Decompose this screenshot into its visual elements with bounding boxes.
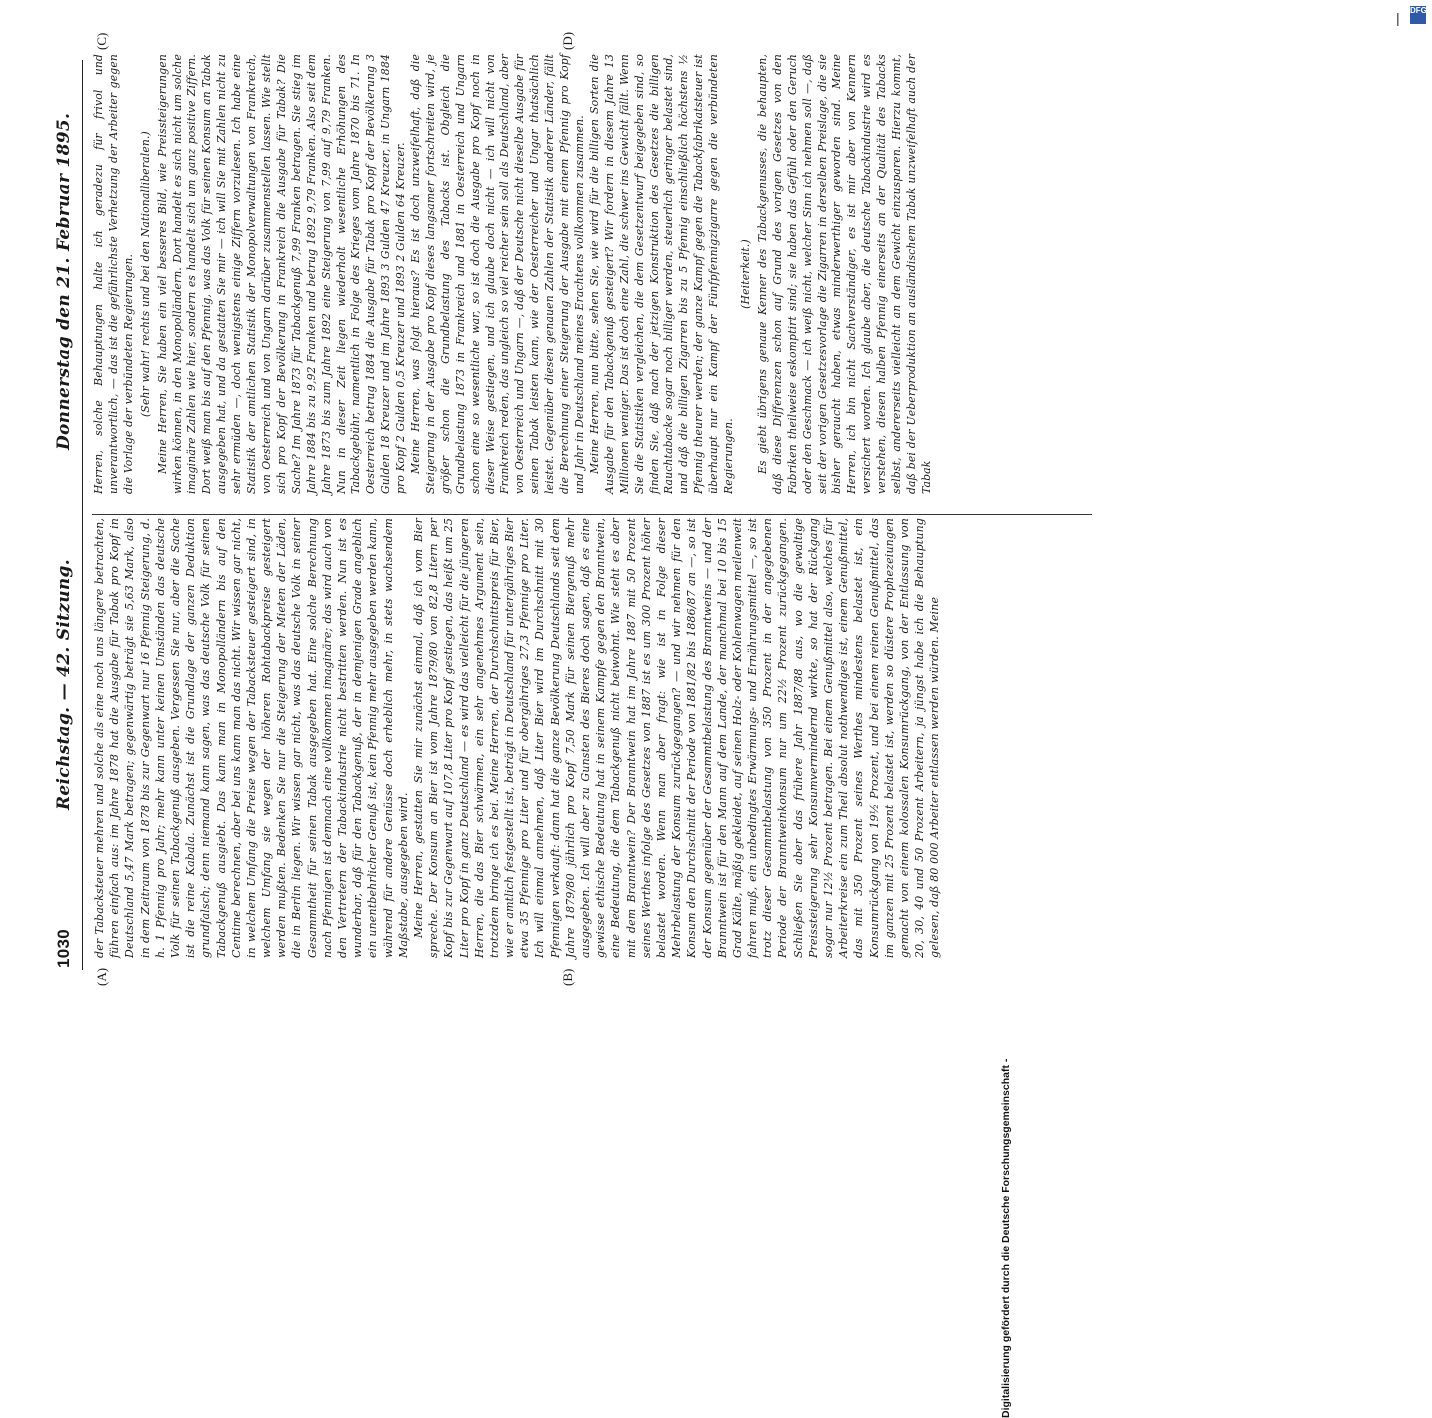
paragraph: Meine Herren, Sie haben ein viel besseres Bild, wie Preissteigerungen wirken können, in den Monopolländern. Dort handelt es sich nicht um solche imaginäre Zahlen wie hier, sondern es handelt sich um ganz positive Ziffern. Dort weiß man bis auf den Pfennig, was das Volk für seinen Konsum an Tabak ausgegeben hat, und da gestatten Sie mir — ich will Sie mit Zahlen nicht zu sehr ermüden —, doch wenigstens einige Ziffern vorzulesen. Ich habe eine Statistik der amtlichen Statistik der Monopolverwaltungen von Frankreich, von Oesterreich und von Ungarn darüber zusammenstellen lassen. Wie stellt sich pro Kopf der Bevölkerung in Frankreich die Ausgabe für Tabak? Die Sache? Im Jahre 1873 für Tabackgenuß 7,99 Franken betragen. Sie stieg im Jahre 1884 bis zu 9,92 Franken und betrug 1892 9,79 Franken. Also seit dem Jahre 1873 bis zum Jahre 1892 eine Steigerung von 7,99 auf 9,79 Franken. Nun in dieser Zeit liegen wiederholt wesentliche Erhöhungen des Tabackgebühr, namentlich in Folge des Krieges vom Jahre 1870 bis 71. In Oesterreich betrug 1884 die Ausgabe für Tabak pro Kopf der Bevölkerung 3 Gulden 18 Kreuzer und im Jahre 1893 3 Gulden 47 Kreuzer, in Ungarn 1884 pro Kopf 2 Gulden 0,5 Kreuzer und 1893 2 Gulden 64 Kreuzer.	[155, 54, 408, 494]
page-header	[48, 60, 83, 970]
column-divider	[92, 514, 1092, 515]
page-number: 1030	[54, 928, 73, 968]
paragraph: Meine Herren, nun bitte, sehen Sie, wie wird für die billigen Sorten die Ausgabe für den Tabackgenuß gesteigert? Wir fordern in diesem Jahre 13 Millionen weniger. Das ist doch eine Zahl, die schwer ins Gewicht fällt. Wenn Sie die Statistiken vergleichen, die dem Gesetzentwurf beigegeben sind, so finden Sie, daß nach der jetzigen Konstruktion des Gesetzes die billigen Rauchtabacke sogar noch billiger werden, steuerlich geringer belastet sind, und daß die billigen Zigarren bis zu 5 Pfennig einschließlich höchstens ½ Pfennig theurer werden; der ganze Kampf gegen die Tabackfabrikatsteuer ist überhaupt nur ein Kampf der Fünfpfennigzigarre gegen die verbündeten Regierungen.	[587, 54, 736, 494]
interjection: (Sehr wahr! rechts und bei den Nationalliberalen.)	[138, 131, 152, 417]
left-column	[92, 518, 943, 958]
dfg-logo-icon: DFG	[1410, 6, 1426, 24]
paragraph: Meine Herren, gestatten Sie mir zunächst einmal, daß ich vom Bier spreche. Der Konsum an Bier ist vom Jahre 1879/80 von 82,8 Litern per Kopf bis zur Gegenwart auf 107,8 Liter pro Kopf gestiegen, das heißt um 25 Liter pro Kopf in ganz Deutschland — es wird das vielleicht für die jüngeren Herren, die das Bier schwärmen, ein sehr angenehmes Argument sein, trotzdem bringe ich es bei. Meine Herren, der Durchschnittspreis für Bier, wie er amtlich festgestellt ist, beträgt in Deutschland für untergähriges Bier etwa 35 Pfennige pro Liter und für obergähriges 27,3 Pfennige pro Liter. Ich will einmal annehmen, daß Liter Bier wird im Durchschnitt mit 30 Pfennigen verkauft: dann hat die ganze Bevölkerung Deutschlands seit dem Jahre 1879/80 jährlich pro Kopf 7,50 Mark für seinen Biergenuß mehr ausgegeben. Ich will aber zu Gunsten des Bieres doch sagen, daß es eine gewisse ethische Bedeutung hat in seinem Kampfe gegen den Branntwein, eine Bedeutung, die dem Tabackgenuß nicht beiwohnt. Wie steht es aber mit dem Branntwein? Der Branntwein hat im Jahre 1887 mit 50 Prozent seines Werthes infolge des Gesetzes von 1887 ist es um 300 Prozent höher belastet worden. Wenn man aber fragt: wie ist in Folge dieser Mehrbelastung der Konsum zurückgegangen? — und wir nehmen für den Konsum den Durchschnitt der Periode von 1881/82 bis 1886/87 an —, so ist der Konsum gegenüber der Gesammtbelastung des Branntweins — und der Branntwein ist für den Mann auf dem Lande, der manchmal bei 10 bis 15 Grad Kälte, mäßig gekleidet, auf seinen Holz- oder Kohlenwagen meilenweit fahren muß, ein unbedingtes Erwärmungs- und Ernährungsmittel —, so ist trotz dieser Gesammtbelastung von 350 Prozent in der angegebenen Periode der Branntweinkonsum nur um 22½ Prozent zurückgegangen. Schließen Sie aber das frühere Jahr 1887/88 aus, wo die gewaltige Preissteigerung sehr Konsumvermindernd wirkte, so hat der Rückgang sogar nur 12½ Prozent betragen. Bei einem Genußmittel also, welches für Arbeiterkreise ein zum Theil absolut nothwendiges ist, einem Genußmittel, das mit 350 Prozent seines Werthes mindestens belastet ist, ein Konsumrückgang von 19½ Prozent, und bei einem reinen Genußmittel, das im ganzen mit 25 Prozent belastet ist, werden so düstere Prophezeiungen gemacht von einem kolossalen Konsumrückgang, von der Entlassung von 20, 30, 40 und 50 Prozent Arbeitern, ja jüngst habe ich die Behauptung gelesen, daß 80 000 Arbeiter entlassen werden würden. Meine	[411, 518, 942, 958]
session-date: Donnerstag den 21. Februar 1895.	[54, 112, 74, 450]
right-column	[92, 54, 935, 494]
paragraph: Meine Herren, was folgt hieraus? Es ist doch unzweifelhaft, daß die Steigerung in der Ausgabe pro Kopf dieses langsamer fortschreiten wird, je größer schon die Grundbelastung des Tabacks ist. Obgleich die Grundbelastung 1873 in Frankreich und 1881 in Oesterreich und Ungarn schon eine so wesentliche war, so ist doch die Ausgabe pro Kopf noch in dieser Weise gestiegen, und ich glaube doch nicht — ich will nicht von Frankreich reden, das ungleich so viel reicher sein soll als Deutschland, aber von Oesterreich und Ungarn —, daß der Deutsche nicht dieselbe Ausgabe für seinen Tabak leisten kann, wie der Oesterreicher und Ungar thatsächlich leistet. Gegenüber diesen genauen Zahlen der Statistik anderer Länder, fällt die Berechnung einer Steigerung der Ausgabe mit einem Pfennig pro Kopf und Jahr in Deutschland meines Erachtens vollkommen zusammen.	[409, 54, 586, 494]
digitization-credit: Digitalisierung gefördert durch die Deutsche Forschungsgemeinschaft -	[1000, 1058, 1012, 1418]
margin-marker-b: (B)	[560, 968, 575, 986]
scan-mark: |	[1396, 10, 1400, 26]
session-title: Reichstag. — 42. Sitzung.	[54, 559, 74, 810]
paragraph: Es giebt übrigens genaue Kenner des Tabackgenusses, die behaupten, daß diese Differenzen schon auf Grund des vorigen Gesetzes von den Fabriken theilweise eskomptirt sind; sie haben das Gefühl oder den Geruch oder den Geschmack — ich weiß nicht, welcher Sinn ich nehmen soll —, daß seit der vorigen Gesetzesvorlage die Zigarren in derselben Preislage, die sie bisher geraucht haben, etwas minderwerthiger geworden sind. Meine Herren, ich bin nicht Sachverständiger, es ist mir aber von Kennern versichert worden. Ich glaube aber, die deutsche Tabackindustrie wird es verstehen, diesen halben Pfennig einerseits an der Qualität des Tabacks selbst, andererseits vielleicht an dem Gewicht einzusparen. Hierzu kommt, daß bei der Ueberproduktion an ausländischem Tabak unzweifelhaft auch der Tabak	[755, 54, 933, 494]
margin-marker-d: (D)	[560, 31, 575, 50]
margin-marker-a: (A)	[94, 967, 109, 986]
paragraph: der Tabacksteuer mehren und solche als eine noch uns längere betrachten, führen einfach aus: im Jahre 1878 hat die Ausgabe für Tabak pro Kopf in Deutschland 5,47 Mark betragen; gegenwärtig beträgt sie 5,63 Mark, also in dem Zeitraum von 1878 bis zur Gegenwart nur 16 Pfennig Steigerung, d. h. 1 Pfennig pro Jahr; mehr kann unter keinen Umständen das deutsche Volk für seinen Tabackgenuß ausgeben. Vergessen Sie nur, aber die Sache ist die reine Kabala. Zunächst ist die Grundlage der ganzen Deduktion grundfalsch; denn niemand kann sagen, was das deutsche Volk für seinen Tabackgenuß ausgiebt. Das kann man in Monopolländern bis auf den Centime berechnen, aber bei uns kann man das nicht. Wir wissen gar nicht, in welchem Umfang die Preise wegen der Tabacksteuer gesteigert sind, in welchem Umfang sie wegen der höheren Rohtabackpreise gesteigert werden mußten. Bedenken Sie nur die Steigerung der Mieten der Läden, die in Berlin liegen. Wir wissen gar nicht, was das deutsche Volk in seiner Gesammtheit für seinen Tabak ausgegeben hat. Eine solche Berechnung nach Pfennigen ist demnach eine vollkommen imaginäre; das wird auch von den Vertretern der Tabackindustrie nicht bestritten werden. Nun ist es wunderbar, daß für den Tabackgenuß, der in demjenigen Grade angeblich ein unentbehrlicher Genuß ist, kein Pfennig mehr ausgegeben werden kann, während für andere Genüsse doch erheblich mehr, in stets wachsendem Maßstabe, ausgegeben wird.	[93, 518, 410, 958]
interjection: (Heiterkeit.)	[738, 239, 752, 309]
paragraph: Herren, solche Behauptungen halte ich geradezu für frivol und unverantwortlich, — das ist die gefährlichste Verhetzung der Arbeiter gegen die Vorlage der verbündeten Regierungen.	[92, 54, 135, 494]
margin-marker-c: (C)	[94, 32, 109, 50]
